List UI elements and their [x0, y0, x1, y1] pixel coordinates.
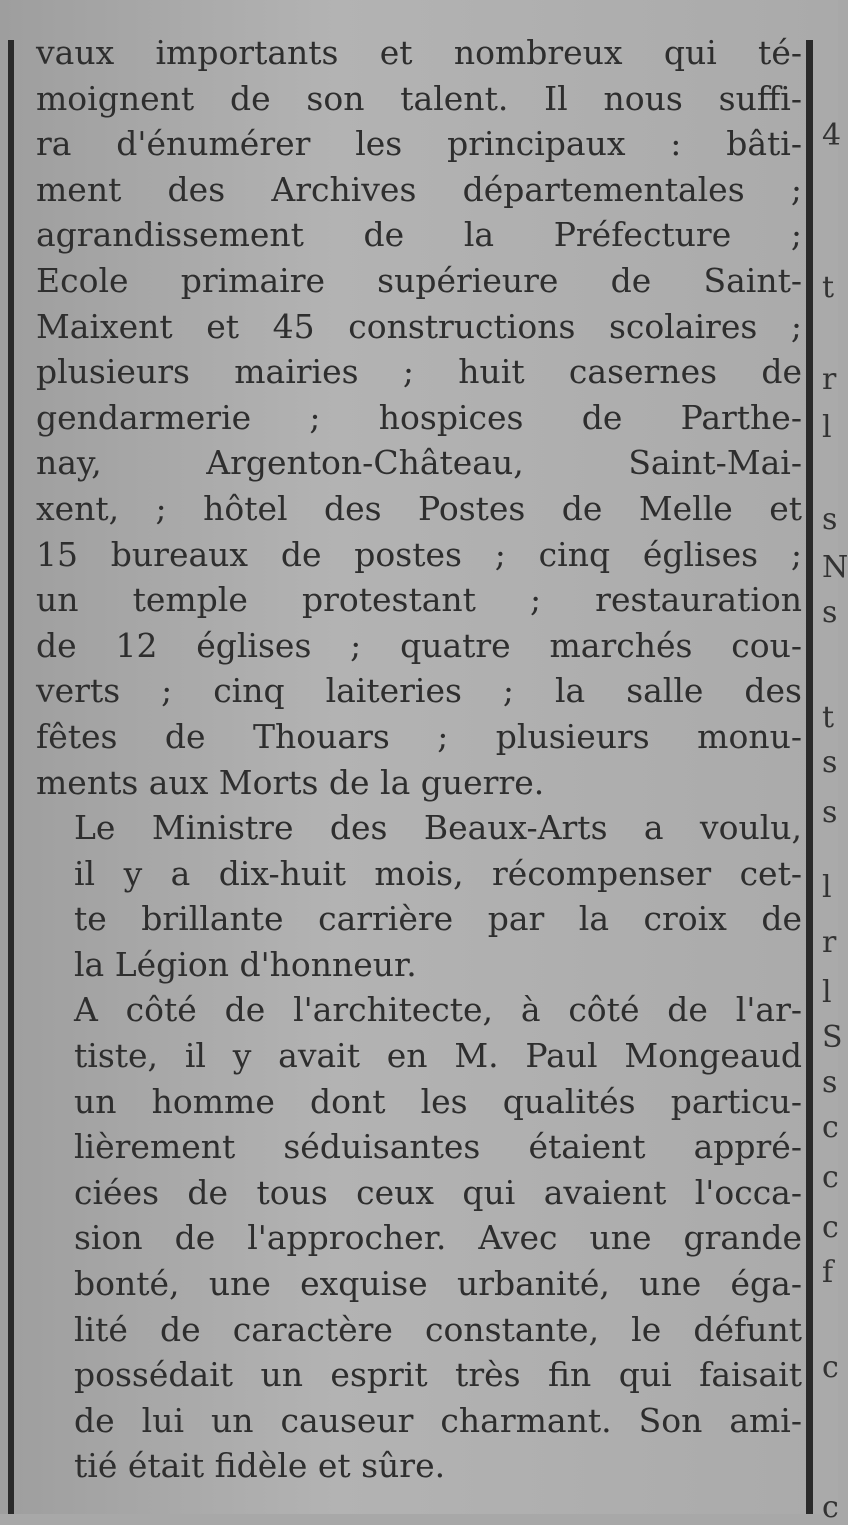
- text-line: plusieurs mairies ; huit casernes de: [36, 352, 802, 392]
- text-line: moignent de son talent. Il nous suffi-: [36, 78, 802, 118]
- adjacent-column-fragment: l: [822, 870, 832, 905]
- text-line: lité de caractère constante, le défunt: [74, 1309, 802, 1349]
- adjacent-column-fragment: t: [822, 700, 835, 735]
- text-line: agrandissement de la Préfecture ;: [36, 215, 802, 255]
- text-line: ment des Archives départementales ;: [36, 169, 802, 209]
- text-line: possédait un esprit très fin qui faisait: [74, 1355, 802, 1395]
- text-line: il y a dix-huit mois, récompenser cet-: [74, 853, 802, 893]
- adjacent-column-fragment: c: [822, 1210, 839, 1245]
- adjacent-column-fragment: N: [822, 550, 848, 585]
- text-line: ments aux Morts de la guerre.: [36, 762, 545, 802]
- text-line: A côté de l'architecte, à côté de l'ar-: [74, 990, 802, 1030]
- text-line: tié était fidèle et sûre.: [74, 1446, 446, 1486]
- text-line: fêtes de Thouars ; plusieurs monu-: [36, 716, 802, 756]
- text-line: de lui un causeur charmant. Son ami-: [74, 1400, 802, 1440]
- adjacent-column-fragment: s: [822, 745, 838, 780]
- adjacent-column-fragment: r: [822, 925, 837, 960]
- text-line: te brillante carrière par la croix de: [74, 899, 802, 939]
- text-line: Ecole primaire supérieure de Saint-: [36, 260, 802, 300]
- article-paragraph: [36, 30, 802, 805]
- text-line: lièrement séduisantes étaient appré-: [74, 1127, 802, 1167]
- text-line: un homme dont les qualités particu-: [74, 1081, 802, 1121]
- text-line: sion de l'approcher. Avec une grande: [74, 1218, 802, 1258]
- text-line: un temple protestant ; restauration: [36, 580, 802, 620]
- text-line: ciées de tous ceux qui avaient l'occa-: [74, 1172, 802, 1212]
- article-column: [36, 30, 802, 1489]
- adjacent-column-fragment: s: [822, 595, 838, 630]
- adjacent-column-fragment: 4: [822, 118, 842, 153]
- text-line: 15 bureaux de postes ; cinq églises ;: [36, 534, 802, 574]
- adjacent-column-fragment: s: [822, 502, 838, 537]
- text-line: tiste, il y avait en M. Paul Mongeaud: [74, 1036, 802, 1076]
- adjacent-column-fragment: s: [822, 1065, 838, 1100]
- adjacent-column-fragment: f: [822, 1255, 834, 1290]
- column-rule-right: [806, 40, 813, 1514]
- adjacent-column-fragment: l: [822, 975, 832, 1010]
- text-line: gendarmerie ; hospices de Parthe-: [36, 397, 802, 437]
- article-paragraph: [36, 987, 802, 1489]
- adjacent-column-edge: [818, 0, 848, 1525]
- text-line: la Légion d'honneur.: [74, 944, 417, 984]
- text-line: bonté, une exquise urbanité, une éga-: [74, 1264, 802, 1304]
- text-line: de 12 églises ; quatre marchés cou-: [36, 625, 802, 665]
- text-line: Maixent et 45 constructions scolaires ;: [36, 306, 802, 346]
- article-paragraph: [36, 805, 802, 987]
- adjacent-column-fragment: s: [822, 795, 838, 830]
- text-line: nay, Argenton-Château, Saint-Mai-: [36, 443, 802, 483]
- adjacent-column-fragment: r: [822, 362, 837, 397]
- adjacent-column-fragment: c: [822, 1160, 839, 1195]
- adjacent-column-fragment: c: [822, 1490, 839, 1525]
- adjacent-column-fragment: l: [822, 410, 832, 445]
- column-rule-left: [8, 40, 14, 1514]
- adjacent-column-fragment: t: [822, 270, 835, 305]
- text-line: verts ; cinq laiteries ; la salle des: [36, 671, 802, 711]
- adjacent-column-fragment: c: [822, 1350, 839, 1385]
- text-line: ra d'énumérer les principaux : bâti-: [36, 124, 802, 164]
- adjacent-column-fragment: S: [822, 1020, 843, 1055]
- text-line: Le Ministre des Beaux-Arts a voulu,: [74, 808, 802, 848]
- text-line: vaux importants et nombreux qui té-: [36, 33, 802, 72]
- adjacent-column-fragment: c: [822, 1110, 839, 1145]
- text-line: xent, ; hôtel des Postes de Melle et: [36, 488, 802, 528]
